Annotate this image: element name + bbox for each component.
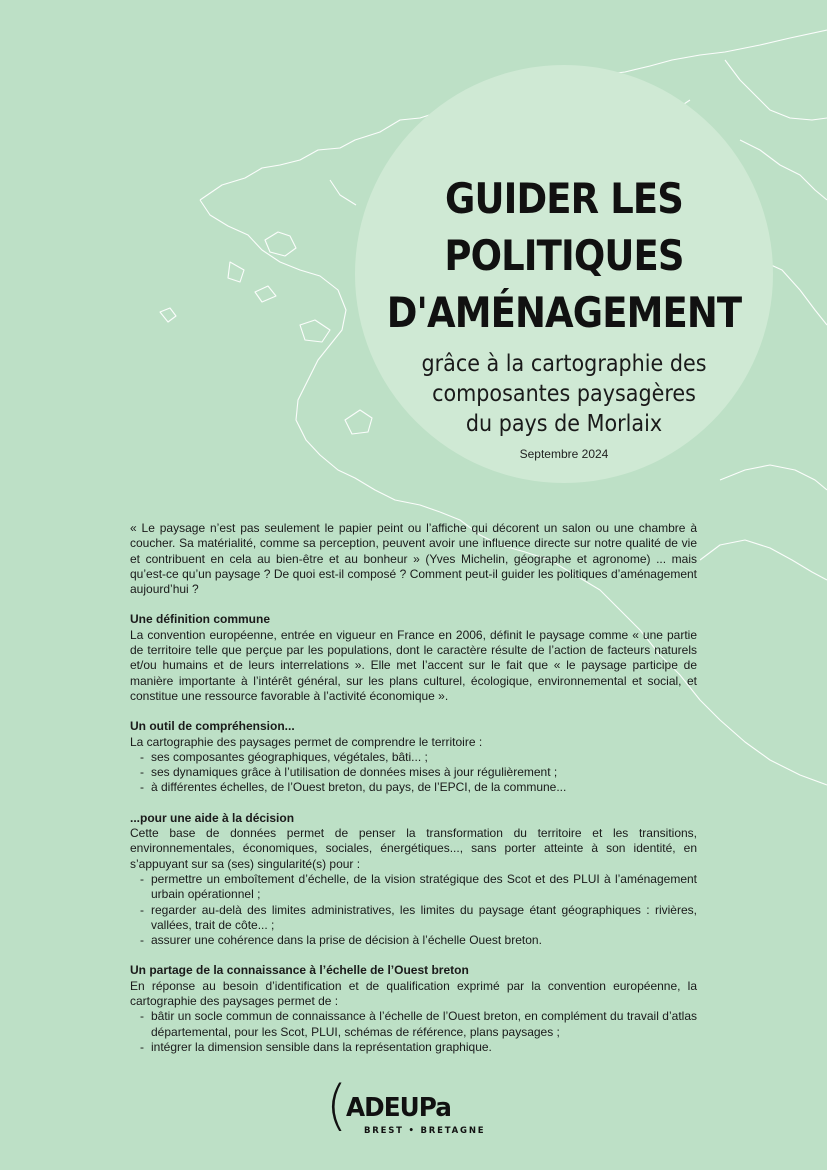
title-block [355,170,773,461]
page-title [380,170,748,341]
list-item: - assurer une cohérence dans la prise de décision à l’échelle Ouest breton. [130,933,697,948]
list-item: - regarder au-delà des limites administratives, les limites du paysage étant géographiques : rivières, vallées, trait de côte... ; [130,903,697,934]
body-content [130,521,697,1055]
section-title: ...pour une aide à la décision [130,810,295,825]
adeupa-logo [326,1074,506,1143]
section-title: Un partage de la connaissance à l’échelle de l’Ouest breton [130,963,469,978]
section-text: La cartographie des paysages permet de comprendre le territoire : [130,734,483,749]
section-definition [130,612,697,704]
logo-tagline: BREST • BRETAGNE [364,1126,486,1136]
section-title: Un outil de compréhension... [130,719,295,734]
section-decision-aid [130,811,697,949]
title-line: POLITIQUES [444,231,684,280]
section-title: Une définition commune [130,612,271,627]
section-understanding-tool [130,719,697,795]
logo-bracket: ( [326,1074,348,1137]
section-knowledge-sharing [130,963,697,1055]
section-text: Cette base de données permet de penser la transformation du territoire et les transitions, environnementales, économiques, sociales, énergétiques..., sans porter atteinte à son identité, en s’appuyant sur sa (ses) singularité(s) pour : [130,826,697,871]
section-text: En réponse au besoin d’identification et de qualification exprimé par la convention européenne, la cartographie des paysages permet de : [130,978,697,1009]
intro-paragraph: « Le paysage n’est pas seulement le papier peint ou l’affiche qui décorent un salon ou une chambre à coucher. Sa matérialité, comme sa perception, peuvent avoir une influence directe sur notre qualité de vie et contribuent en cela au bien-être et au bonheur » (Yves Michelin, géographe et agronome) ... mais qu’est-ce qu’un paysage ? De quoi est-il composé ? Comment peut-il guider les politiques d’aménagement aujourd’hui ? [130,521,697,597]
list-item: - ses composantes géographiques, végétales, bâti... ; [130,750,697,765]
title-line: GUIDER LES [445,174,683,223]
subtitle-line: composantes paysagères [432,381,696,407]
publication-date: Septembre 2024 [519,447,609,461]
list-item: - ses dynamiques grâce à l’utilisation de données mises à jour régulièrement ; [130,765,697,780]
list-item: - bâtir un socle commun de connaissance à l’échelle de l’Ouest breton, en complément du travail d’atlas départemental, pour les Scot, PLUI, schémas de référence, plans paysages ; [130,1009,697,1040]
title-line: D'AMÉNAGEMENT [386,288,742,337]
bullet-list [130,872,697,948]
logo-name: ADEUPa [346,1093,451,1123]
list-item: - permettre un emboîtement d’échelle, de la vision stratégique des Scot et des PLUI à l’aménagement urbain opérationnel ; [130,872,697,903]
subtitle [376,349,752,439]
bullet-list [130,750,697,796]
subtitle-line: grâce à la cartographie des [421,351,707,377]
subtitle-line: du pays de Morlaix [465,411,663,437]
bullet-list [130,1009,697,1055]
section-text: La convention européenne, entrée en vigueur en France en 2006, définit le paysage comme « une partie de territoire telle que perçue par les populations, dont le caractère résulte de l’action de facteurs naturels et/ou humains et de leurs interrelations ». Elle met l’accent sur le fait que « le paysage participe de manière importante à l’intérêt général, sur les plans culturel, écologique, environnemental et social, et constitue une ressource favorable à l’activité économique ». [130,627,697,703]
list-item: - intégrer la dimension sensible dans la représentation graphique. [130,1040,697,1055]
list-item: - à différentes échelles, de l’Ouest breton, du pays, de l’EPCI, de la commune... [130,780,697,795]
